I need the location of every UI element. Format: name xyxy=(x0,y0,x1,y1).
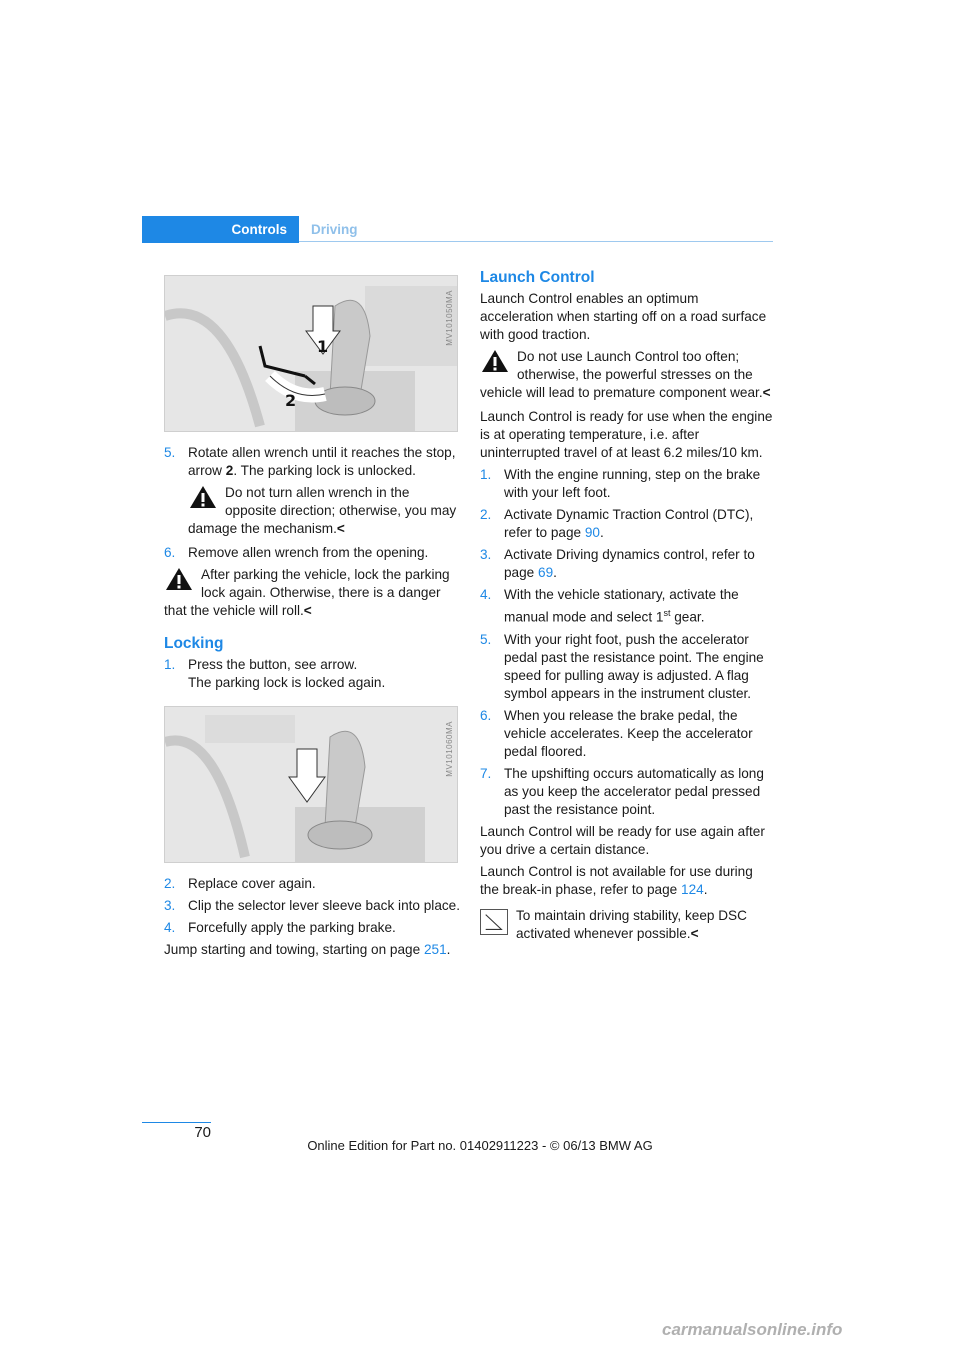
end-mark: < xyxy=(762,385,771,400)
locking-heading: Locking xyxy=(164,635,224,652)
page-link-251[interactable]: 251 xyxy=(423,942,447,957)
step-number: 5. xyxy=(480,631,492,647)
step-text: Replace cover again. xyxy=(188,876,316,891)
step-text: Press the button, see arrow. The parking lock is locked again. xyxy=(188,657,386,690)
step-text: With the vehicle stationary, activate the manual mode and select 1st gear. xyxy=(504,587,739,625)
selector-lever-unlock-illustration xyxy=(165,276,457,431)
footer-rule xyxy=(142,1122,211,1123)
warning-launch-control xyxy=(480,348,775,402)
warning-parking-lock xyxy=(164,566,460,620)
page-link-124[interactable]: 124 xyxy=(681,881,704,897)
jump-start-reference: Jump starting and towing, starting on page 251. xyxy=(164,942,451,957)
step-number: 6. xyxy=(164,545,176,560)
step-number: 4. xyxy=(480,587,492,602)
watermark: carmanualsonline.info xyxy=(662,1320,843,1339)
launch-step-6 xyxy=(480,707,775,761)
step-text: Activate Dynamic Traction Control (DTC), refer to page 90. xyxy=(504,507,754,540)
step-number: 5. xyxy=(164,445,176,460)
header-subsection-driving[interactable]: Driving xyxy=(311,222,358,237)
locking-step-4 xyxy=(164,919,460,937)
footer-edition-text: Online Edition for Part no. 01402911223 - © 06/13 BMW AG xyxy=(307,1138,653,1153)
step-text: With the engine running, step on the brake with your left foot. xyxy=(504,467,761,500)
step-text: Remove allen wrench from the opening. xyxy=(188,545,429,560)
step-text: Rotate allen wrench until it reaches the stop, arrow 2. The parking lock is unlocked. xyxy=(188,445,456,478)
launch-control-heading: Launch Control xyxy=(480,269,595,286)
header-rule xyxy=(299,241,773,242)
end-mark: < xyxy=(690,925,699,941)
launch-intro: Launch Control enables an optimum acceleration when starting off on a road surface with good traction. xyxy=(480,291,767,342)
launch-again: Launch Control will be ready for use again after you drive a certain distance. xyxy=(480,823,765,857)
step-text: When you release the brake pedal, the vehicle accelerates. Keep the accelerator pedal floored. xyxy=(504,707,753,759)
figure-press-button xyxy=(164,706,458,863)
locking-step-3 xyxy=(164,897,460,915)
step-number: 2. xyxy=(480,507,492,522)
launch-step-1 xyxy=(480,466,775,502)
selector-lever-lock-illustration xyxy=(165,707,457,862)
launch-step-3 xyxy=(480,546,775,582)
warning-text: After parking the vehicle, lock the parking lock again. Otherwise, there is a danger that the vehicle will roll. xyxy=(164,567,450,618)
warning-triangle-icon xyxy=(188,484,218,510)
step-number: 7. xyxy=(480,765,492,781)
page-link-90[interactable]: 90 xyxy=(584,525,600,540)
launch-break-in: Launch Control is not available for use during the break-in phase, refer to page 124. xyxy=(480,863,753,897)
page-link-69[interactable]: 69 xyxy=(538,565,554,580)
end-mark: < xyxy=(336,521,345,536)
warning-text: Do not use Launch Control too often; otherwise, the powerful stresses on the vehicle will lead to premature component wear. xyxy=(480,349,763,400)
figure-code: MV101060MA xyxy=(445,721,454,777)
step-number: 2. xyxy=(164,876,176,891)
figure-allen-wrench xyxy=(164,275,458,432)
warning-wrench-direction xyxy=(164,484,460,538)
step-number: 6. xyxy=(480,707,492,723)
launch-step-7 xyxy=(480,765,775,819)
step-text: The upshifting occurs automatically as long as you keep the accelerator pedal pressed past the resistance point. xyxy=(504,765,764,817)
step-number: 3. xyxy=(164,898,176,913)
launch-step-2 xyxy=(480,506,775,542)
warning-triangle-icon xyxy=(164,566,194,592)
warning-text: Do not turn allen wrench in the opposite direction; otherwise, you may damage the mechanism. xyxy=(188,485,457,536)
note-text: To maintain driving stability, keep DSC activated whenever possible. xyxy=(516,907,747,941)
step-text: Clip the selector lever sleeve back into place. xyxy=(188,898,461,913)
step-number: 1. xyxy=(480,467,492,482)
step-number: 4. xyxy=(164,920,176,935)
launch-ready: Launch Control is ready for use when the engine is at operating temperature, i.e. after uninterrupted travel of at least 6.2 miles/10 km. xyxy=(480,409,773,460)
left-column xyxy=(164,275,460,963)
step-number: 1. xyxy=(164,657,176,672)
note-icon xyxy=(480,909,508,935)
right-column xyxy=(480,266,775,949)
note-dsc xyxy=(480,907,775,943)
step-text: With your right foot, push the accelerator pedal past the resistance point. The engine speed for pulling away is adjusted. A flag symbol appears in the instrument cluster. xyxy=(504,631,764,701)
step-text: Activate Driving dynamics control, refer to page 69. xyxy=(504,547,755,580)
figure-code: MV101050MA xyxy=(445,290,454,346)
end-mark: < xyxy=(303,603,312,618)
step-5 xyxy=(164,444,460,480)
locking-step-2 xyxy=(164,875,460,893)
warning-triangle-icon xyxy=(480,348,510,374)
launch-step-5 xyxy=(480,631,775,703)
locking-step-1 xyxy=(164,656,460,692)
header-section-controls[interactable]: Controls xyxy=(231,222,287,237)
step-6 xyxy=(164,544,460,562)
launch-step-4 xyxy=(480,586,775,627)
svg-text:2: 2 xyxy=(285,391,297,410)
step-text: Forcefully apply the parking brake. xyxy=(188,920,396,935)
step-number: 3. xyxy=(480,547,492,562)
svg-text:1: 1 xyxy=(317,337,329,356)
page-number: 70 xyxy=(194,1124,211,1141)
